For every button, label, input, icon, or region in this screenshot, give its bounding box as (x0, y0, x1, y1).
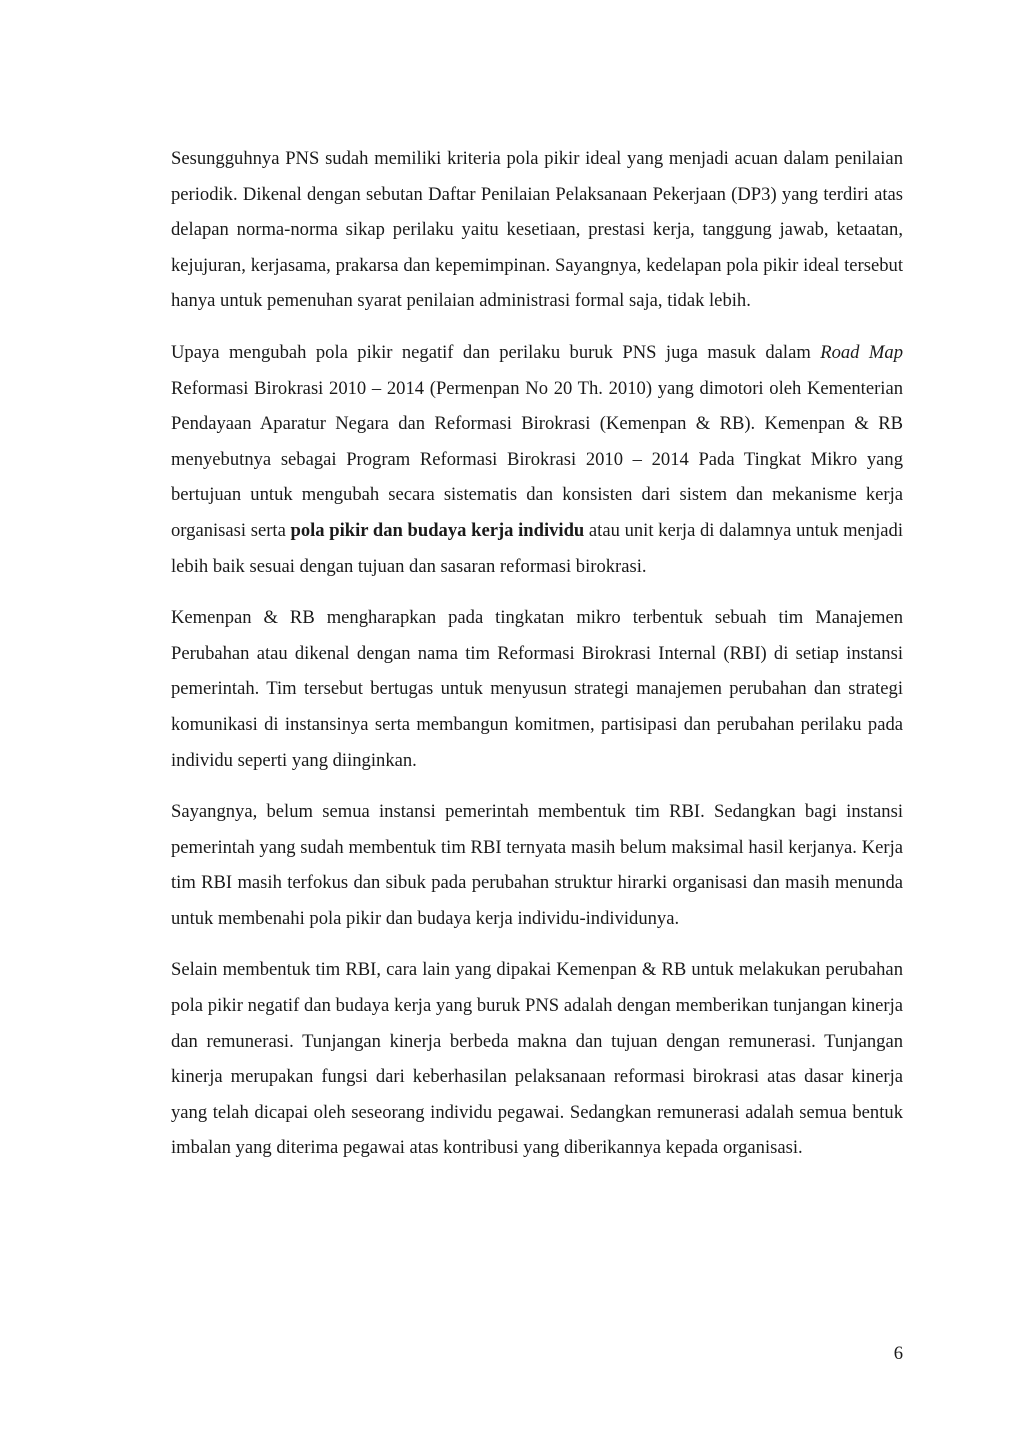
paragraph-road-map-text-1: Upaya mengubah pola pikir negatif dan perilaku buruk PNS juga masuk dalam (171, 341, 821, 363)
paragraph-rbi-team (171, 600, 903, 778)
paragraph-remuneration (171, 952, 903, 1166)
paragraph-rbi-team-text: Kemenpan & RB mengharapkan pada tingkatan mikro terbentuk sebuah tim Manajemen Perubahan atau dikenal dengan nama tim Reformasi Birokrasi Internal (RBI) di setiap instansi pemerintah. Tim tersebut bertugas untuk menyusun strategi manajemen perubahan dan strategi komunikasi di instansinya serta membangun komitmen, partisipasi dan perubahan perilaku pada individu seperti yang diinginkan. (171, 607, 903, 771)
paragraph-dp3-text: Sesungguhnya PNS sudah memiliki kriteria pola pikir ideal yang menjadi acuan dalam penilaian periodik. Dikenal dengan sebutan Daftar Penilaian Pelaksanaan Pekerjaan (DP3) yang terdiri atas delapan norma-norma sikap perilaku yaitu kesetiaan, prestasi kerja, tanggung jawab, ketaatan, kejujuran, kerjasama, prakarsa dan kepemimpinan. Sayangnya, kedelapan pola pikir ideal tersebut hanya untuk pemenuhan syarat penilaian administrasi formal saja, tidak lebih. (171, 148, 903, 312)
paragraph-road-map (171, 335, 903, 584)
paragraph-dp3 (171, 141, 903, 319)
paragraph-rbi-status (171, 794, 903, 936)
paragraph-remuneration-text: Selain membentuk tim RBI, cara lain yang dipakai Kemenpan & RB untuk melakukan perubahan pola pikir negatif dan budaya kerja yang buruk PNS adalah dengan memberikan tunjangan kinerja dan remunerasi. Tunjangan kinerja berbeda makna dan tujuan dengan remunerasi. Tunjangan kinerja merupakan fungsi dari keberhasilan pelaksanaan reformasi birokrasi atas dasar kinerja yang telah dicapai oleh seseorang individu pegawai. Sedangkan remunerasi adalah semua bentuk imbalan yang diterima pegawai atas kontribusi yang diberikannya kepada organisasi. (171, 959, 903, 1159)
road-map-italic: Road Map (820, 341, 904, 363)
document-body (171, 141, 903, 1182)
paragraph-rbi-status-text: Sayangnya, belum semua instansi pemerintah membentuk tim RBI. Sedangkan bagi instansi pemerintah yang sudah membentuk tim RBI ternyata masih belum maksimal hasil kerjanya. Kerja tim RBI masih terfokus dan sibuk pada perubahan struktur hirarki organisasi dan masih menunda untuk membenahi pola pikir dan budaya kerja individu-individunya. (171, 801, 903, 929)
paragraph-road-map-text-2: Reformasi Birokrasi 2010 – 2014 (Permenpan No 20 Th. 2010) yang dimotori oleh Kementerian Pendayaan Aparatur Negara dan Reformasi Birokrasi (Kemenpan & RB). Kemenpan & RB menyebutnya sebagai Program Reformasi Birokrasi 2010 – 2014 Pada Tingkat Mikro yang bertujuan untuk mengubah secara sistematis dan konsisten dari sistem dan mekanisme kerja organisasi serta (171, 377, 903, 541)
paragraph-road-map-text-3: atau unit kerja di dalamnya untuk menjadi lebih baik sesuai dengan tujuan dan sasaran reformasi birokrasi. (171, 519, 903, 577)
page-number: 6 (893, 1343, 903, 1364)
pola-pikir-bold: pola pikir dan budaya kerja individu (290, 519, 585, 541)
